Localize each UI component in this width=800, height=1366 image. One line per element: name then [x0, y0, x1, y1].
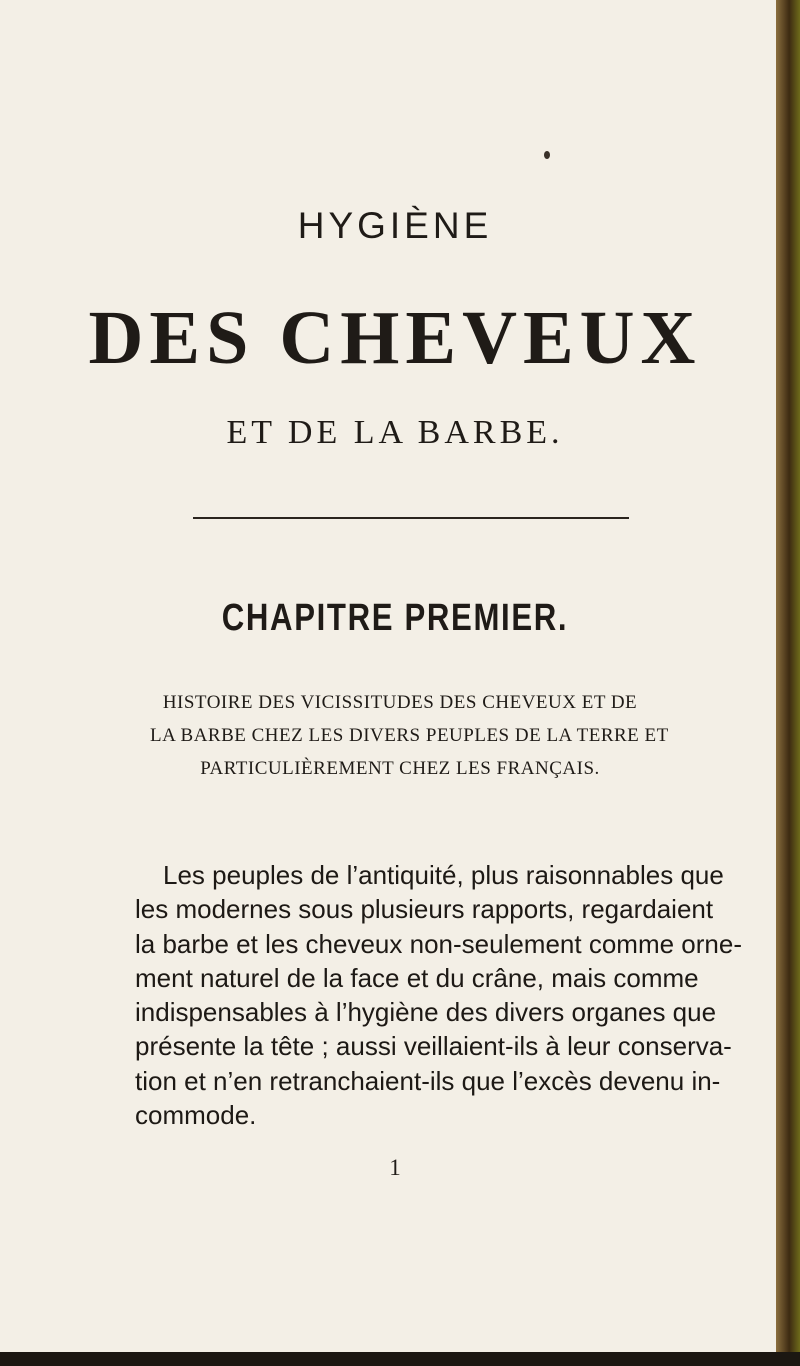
bottom-edge	[0, 1352, 800, 1366]
page-edge	[776, 0, 800, 1366]
paragraph-line: tion et n’en retranchaient-ils que l’excès devenu in-	[135, 1065, 721, 1096]
title-line-3: ET DE LA BARBE.	[226, 414, 564, 451]
summary-line: LA BARBE CHEZ LES DIVERS PEUPLES DE LA TERRE ET	[150, 725, 669, 746]
chapter-summary	[150, 686, 669, 785]
paragraph-line: les modernes sous plusieurs rapports, regardaient	[135, 894, 714, 925]
page-number: 1	[389, 1155, 401, 1180]
paragraph-line: commode.	[135, 1100, 257, 1131]
ink-mark	[544, 151, 550, 159]
title-line-1: HYGIÈNE	[297, 205, 493, 246]
chapter-heading: CHAPITRE PREMIER.	[221, 597, 569, 639]
paragraph-line: Les peuples de l’antiquité, plus raisonnables que	[163, 860, 724, 890]
paragraph-line: ment naturel de la face et du crâne, mais comme	[135, 962, 699, 993]
summary-line: HISTOIRE DES VICISSITUDES DES CHEVEUX ET DE	[162, 692, 638, 713]
divider-rule	[193, 517, 629, 519]
paragraph-line: la barbe et les cheveux non-seulement comme orne-	[135, 928, 742, 959]
title-line-2: DES CHEVEUX	[88, 296, 702, 380]
paragraph-line: indispensables à l’hygiène des divers organes que	[135, 997, 717, 1028]
paragraph-line: présente la tête ; aussi veillaient-ils à leur conserva-	[135, 1031, 732, 1062]
body-paragraph	[135, 858, 742, 1132]
summary-line: PARTICULIÈREMENT CHEZ LES FRANÇAIS.	[200, 758, 600, 779]
